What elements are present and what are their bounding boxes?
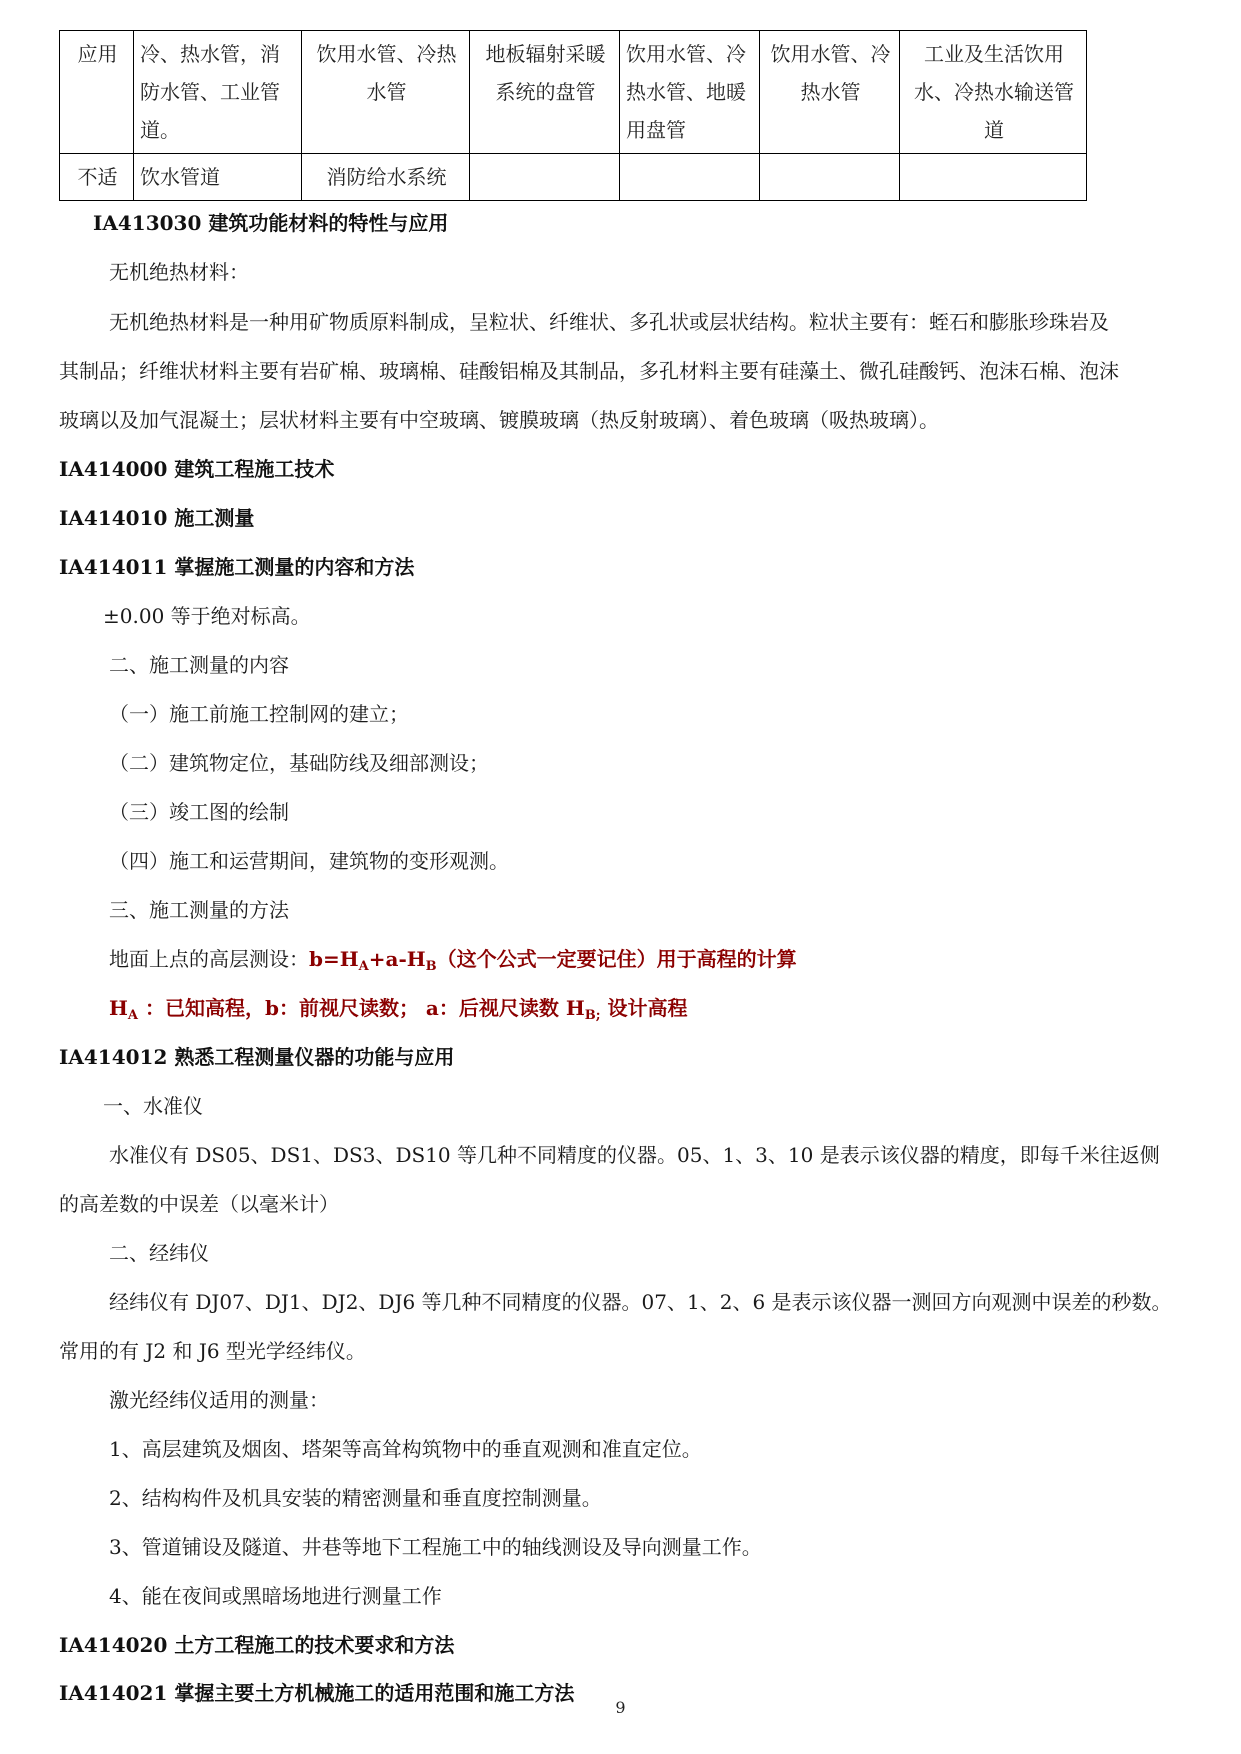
- subheading: 二、施工测量的内容: [109, 653, 289, 677]
- formula-prefix: 地面上点的高层测设：: [109, 947, 309, 971]
- paragraph-title: 激光经纬仪适用的测量：: [109, 1388, 329, 1412]
- formula-line: [109, 944, 797, 982]
- paragraph-line: 水准仪有 DS05、DS1、DS3、DS10 等几种不同精度的仪器。05、1、3、10 是表示该仪器的精度，即每千米往返侧: [109, 1143, 1160, 1167]
- subheading: 一、水准仪: [103, 1094, 203, 1118]
- table-cell-label: 应用: [60, 31, 134, 154]
- paragraph-line: 经纬仪有 DJ07、DJ1、DJ2、DJ6 等几种不同精度的仪器。07、1、2、6 是表示该仪器一测回方向观测中误差的秒数。: [109, 1290, 1172, 1314]
- table-cell: 消防给水系统: [302, 154, 470, 201]
- table-cell: [760, 154, 900, 201]
- section-heading: IA414012 熟悉工程测量仪器的功能与应用: [59, 1045, 455, 1069]
- list-item: 4、能在夜间或黑暗场地进行测量工作: [109, 1584, 442, 1608]
- table-cell: [470, 154, 620, 201]
- formula-definitions: $H_A$ ：已知高程，b：前视尺读数； a：后视尺读数 $H_{B;}$ 设计高程: [109, 996, 688, 1023]
- list-item: （二）建筑物定位，基础防线及细部测设；: [109, 751, 489, 775]
- subheading: 三、施工测量的方法: [109, 898, 289, 922]
- paragraph-line: 玻璃以及加气混凝土；层状材料主要有中空玻璃、镀膜玻璃（热反射玻璃）、着色玻璃（吸热玻璃）。: [59, 408, 939, 432]
- table-cell: 冷、热水管，消防水管、工业管道。: [134, 31, 302, 154]
- list-item: （三）竣工图的绘制: [109, 800, 289, 824]
- table-cell: [900, 154, 1087, 201]
- table-cell: [620, 154, 760, 201]
- section-heading: IA414011 掌握施工测量的内容和方法: [59, 555, 415, 579]
- paragraph-line: 的高差数的中误差（以毫米计）: [59, 1192, 339, 1216]
- table-cell: 饮水管道: [134, 154, 302, 201]
- section-heading: IA414021 掌握主要土方机械施工的适用范围和施工方法: [59, 1681, 575, 1705]
- list-item: 3、管道铺设及隧道、井巷等地下工程施工中的轴线测设及导向测量工作。: [109, 1535, 762, 1559]
- paragraph-line: 无机绝热材料是一种用矿物质原料制成，呈粒状、纤维状、多孔状或层状结构。粒状主要有：蛭石和膨胀珍珠岩及: [109, 310, 1109, 334]
- section-heading: IA413030 建筑功能材料的特性与应用: [93, 211, 449, 235]
- section-heading: IA414010 施工测量: [59, 506, 255, 530]
- paragraph-line: 常用的有 J2 和 J6 型光学经纬仪。: [59, 1339, 366, 1363]
- paragraph-line: ±0.00 等于绝对标高。: [103, 604, 311, 628]
- section-heading: IA414000 建筑工程施工技术: [59, 457, 335, 481]
- list-item: 1、高层建筑及烟囱、塔架等高耸构筑物中的垂直观测和准直定位。: [109, 1437, 702, 1461]
- table-cell: 饮用水管、冷热水管: [302, 31, 470, 154]
- list-item: （一）施工前施工控制网的建立；: [109, 702, 409, 726]
- subheading: 二、经纬仪: [109, 1241, 209, 1265]
- list-item: 2、结构构件及机具安装的精密测量和垂直度控制测量。: [109, 1486, 602, 1510]
- table-row-apply: [60, 31, 1087, 154]
- section-heading: IA414020 土方工程施工的技术要求和方法: [59, 1633, 455, 1657]
- table-row-unsuitable: [60, 154, 1087, 201]
- paragraph-title: 无机绝热材料：: [109, 260, 249, 284]
- table-cell: 地板辐射采暖系统的盘管: [470, 31, 620, 154]
- table-cell: 饮用水管、冷热水管、地暖用盘管: [620, 31, 760, 154]
- table-cell-label: 不适: [60, 154, 134, 201]
- table-cell: 工业及生活饮用水、冷热水输送管道: [900, 31, 1087, 154]
- table-cell: 饮用水管、冷热水管: [760, 31, 900, 154]
- pipe-application-table: [59, 30, 1087, 201]
- formula-text: $b=H_A+a-H_B$（这个公式一定要记住）用于高程的计算: [309, 947, 797, 974]
- paragraph-line: 其制品；纤维状材料主要有岩矿棉、玻璃棉、硅酸铝棉及其制品，多孔材料主要有硅藻土、微孔硅酸钙、泡沫石棉、泡沫: [59, 359, 1119, 383]
- page-number: 9: [615, 1698, 626, 1717]
- list-item: （四）施工和运营期间，建筑物的变形观测。: [109, 849, 509, 873]
